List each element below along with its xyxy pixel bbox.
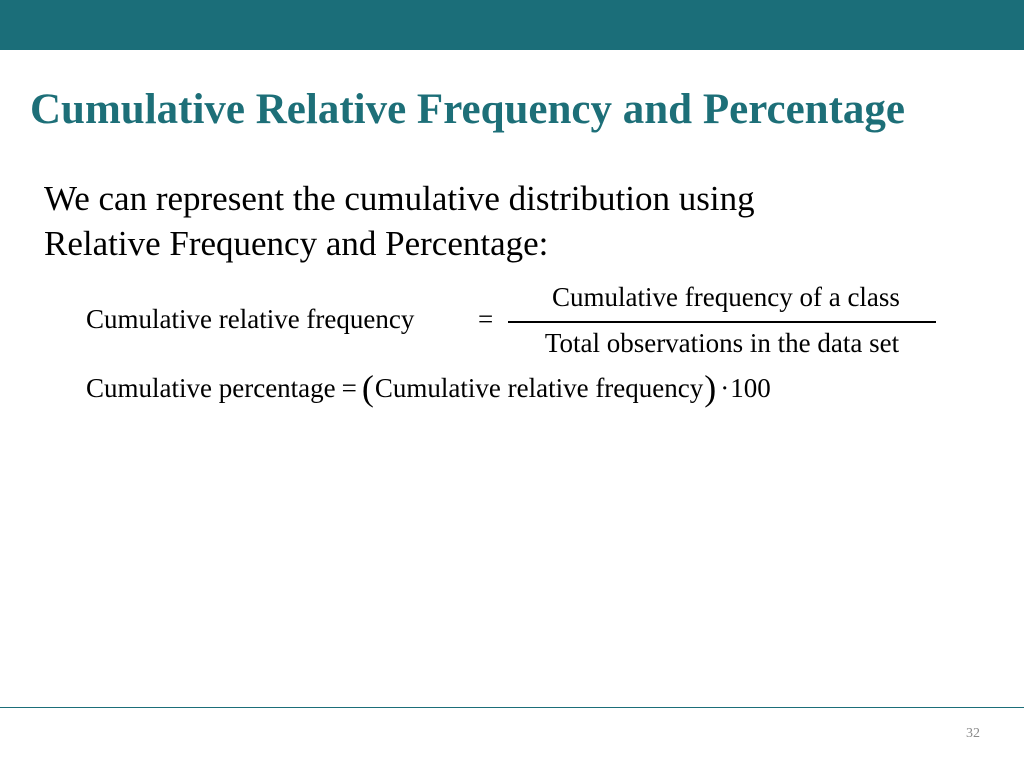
multiplication-dot: ·	[720, 372, 730, 403]
slide-title: Cumulative Relative Frequency and Percentage	[30, 86, 905, 133]
body-line-1: We can represent the cumulative distribution using	[44, 179, 755, 218]
fraction-numerator: Cumulative frequency of a class	[552, 282, 900, 312]
page-number: 32	[966, 726, 980, 741]
footer-rule	[0, 707, 1024, 708]
fraction	[508, 282, 936, 364]
open-parenthesis: (	[361, 368, 374, 408]
formula-1-lhs: Cumulative relative frequency	[86, 304, 415, 334]
formula-2-equals: =	[341, 372, 357, 403]
formula-1-equals: =	[478, 304, 494, 334]
formula-2-lhs: Cumulative percentage	[86, 372, 336, 403]
cumulative-percentage-formula	[86, 370, 771, 406]
body-line-2: Relative Frequency and Percentage:	[44, 224, 549, 263]
close-parenthesis: )	[704, 368, 717, 408]
fraction-denominator: Total observations in the data set	[544, 328, 900, 358]
formula-2-inner: Cumulative relative frequency	[374, 372, 704, 403]
fraction-bar	[508, 321, 936, 323]
formula-2-factor: 100	[730, 372, 771, 403]
body-text	[44, 176, 944, 266]
header-bar	[0, 0, 1024, 50]
